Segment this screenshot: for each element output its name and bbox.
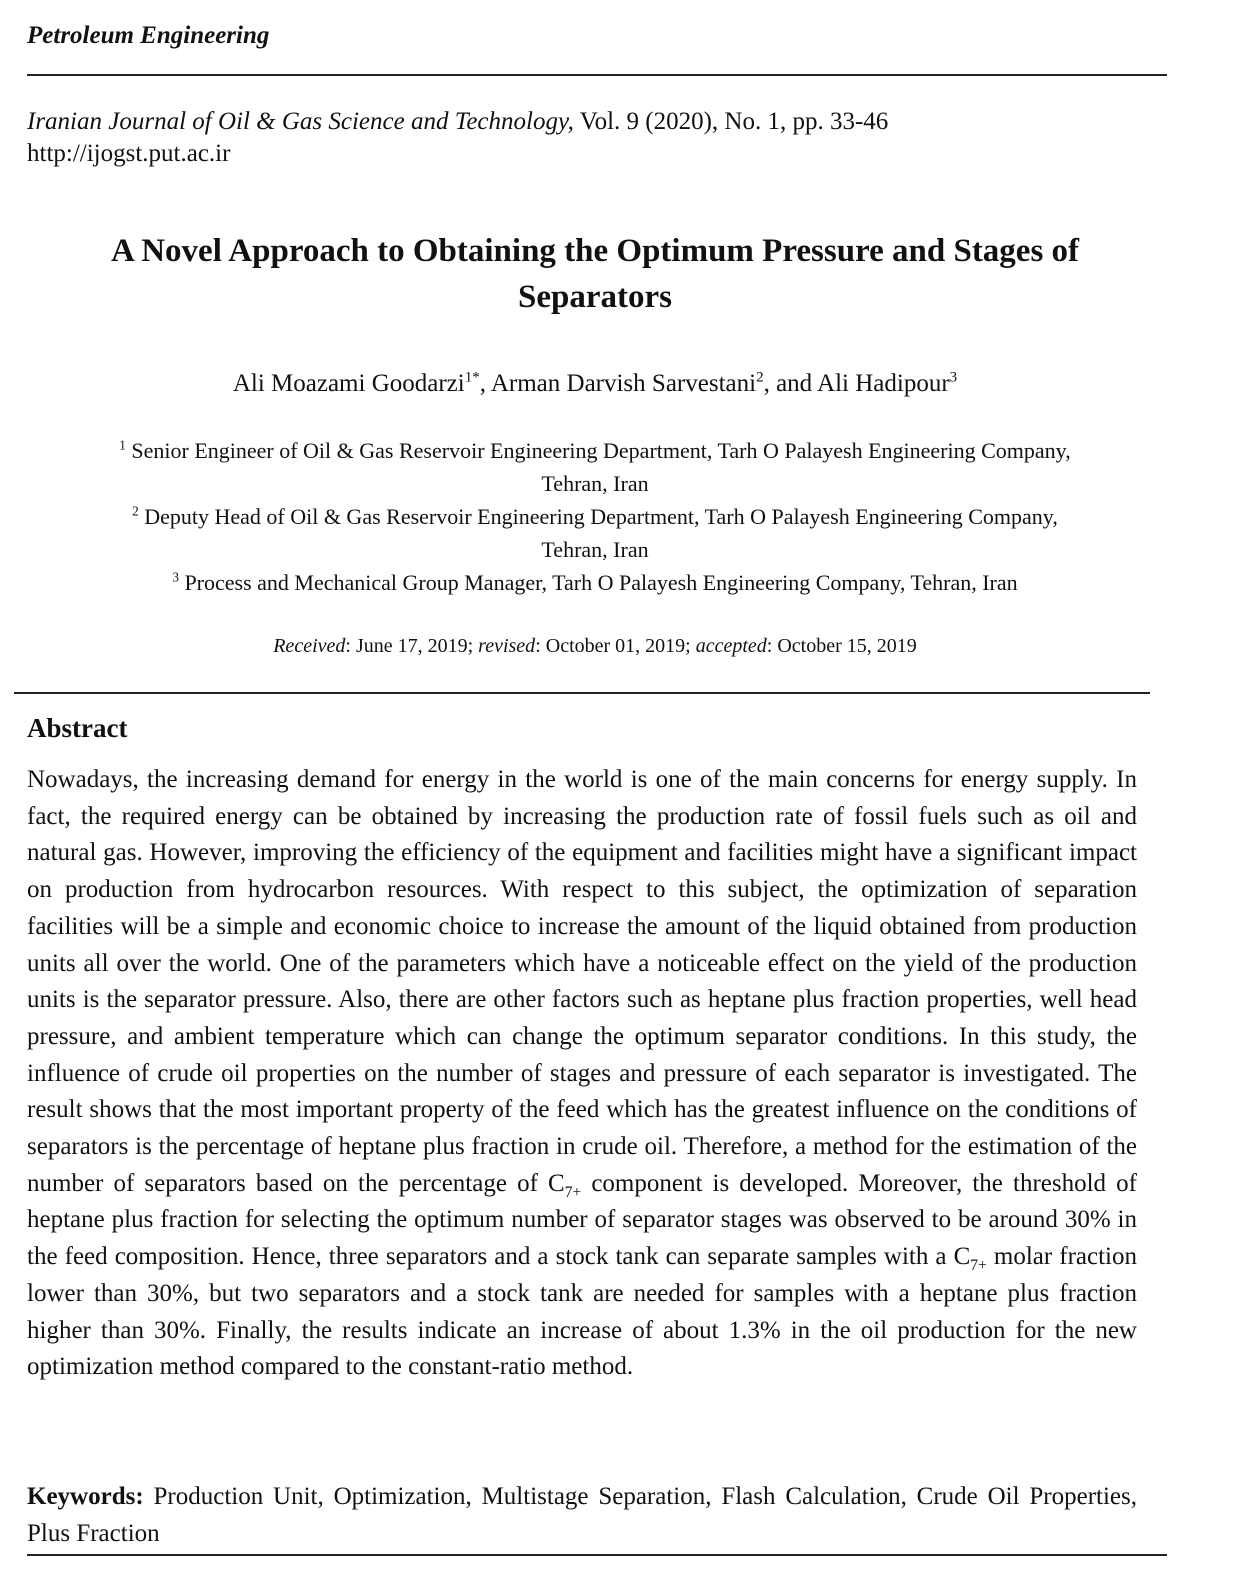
affiliation-1 <box>40 434 1150 500</box>
submission-dates <box>0 632 1190 660</box>
affiliation-3 <box>40 566 1150 599</box>
author-mark: 2 <box>756 369 764 386</box>
author-list <box>0 368 1190 400</box>
author-mark: 3 <box>949 369 958 386</box>
affiliation-number: 2 <box>132 503 139 519</box>
abstract-text-1: Nowadays, the increasing demand for energy in the world is one of the main concerns for energy supply. In fact, the required energy can be obtained by increasing the production rate of fossil fuels such as oil and natural gas. However, improving the efficiency of the equipment and facilities might have a significant impact on production from hydrocarbon resources. With respect to this subject, the optimization of separation facilities will be a simple and economic choice to increase the amount of the liquid obtained from production units all over the world. One of the parameters which have a noticeable effect on the yield of the production units is the separator pressure. Also, there are other factors such as heptane plus fraction properties, well head pressure, and ambient temperature which can change the optimum separator conditions. In this study, the influence of crude oil properties on the number of stages and pressure of each separator is investigated. The result shows that the most important property of the feed which has the greatest influence on the conditions of separators is the percentage of heptane plus fraction in crude oil. Therefore, a method for the estimation of the number of separators based on the percentage of <box>27 766 1137 1197</box>
author-separator: , and <box>763 370 818 397</box>
affiliation-2 <box>40 500 1150 566</box>
revised-date: : October 01, 2019; <box>535 635 696 657</box>
c7plus-symbol <box>953 1243 987 1275</box>
paper-title <box>40 228 1150 320</box>
c7plus-subscript: 7+ <box>564 1183 582 1201</box>
abstract-body <box>27 762 1137 1386</box>
author-separator: , <box>479 370 491 397</box>
abstract-top-rule <box>14 692 1150 694</box>
author-name: Ali Moazami Goodarzi <box>232 370 465 397</box>
journal-url[interactable]: http://ijogst.put.ac.ir <box>27 140 231 167</box>
received-date: : June 17, 2019; <box>345 635 479 657</box>
c7plus-subscript: 7+ <box>970 1257 987 1275</box>
affiliation-number: 3 <box>172 569 179 585</box>
journal-citation <box>27 106 888 138</box>
top-rule <box>27 74 1167 76</box>
author-name: Arman Darvish Sarvestani <box>490 370 757 397</box>
accepted-date: : October 15, 2019 <box>766 635 917 657</box>
affiliation-text: Senior Engineer of Oil & Gas Reservoir Engineering Department, Tarh O Palayesh Engineering Company, <box>125 438 1071 463</box>
abstract-text-3: molar fraction lower than 30%, but two separators and a stock tank are needed for samples with a heptane plus fraction higher than 30%. Finally, the results indicate an increase of about 1.3% in the oil production for the new optimization method compared to the constant-ratio method. <box>27 1243 1137 1381</box>
section-label: Petroleum Engineering <box>27 22 270 49</box>
received-label: Received <box>273 635 346 657</box>
keywords <box>27 1478 1137 1552</box>
affiliations <box>40 434 1150 599</box>
affiliation-text-cont: Tehran, Iran <box>541 537 649 562</box>
title-line-1: A Novel Approach to Obtaining the Optimum Pressure and Stages of <box>110 233 1080 269</box>
c7plus-letter: C <box>953 1243 971 1271</box>
keywords-label: Keywords: <box>27 1483 144 1510</box>
keywords-list: Production Unit, Optimization, Multistage Separation, Flash Calculation, Crude Oil Properties, Plus Fraction <box>27 1483 1137 1547</box>
accepted-label: accepted <box>695 635 767 657</box>
c7plus-letter: C <box>548 1169 565 1197</box>
journal-volume: Vol. 9 (2020), No. 1, pp. 33-46 <box>573 108 889 135</box>
affiliation-text-cont: Tehran, Iran <box>541 471 649 496</box>
title-line-2: Separators <box>518 279 672 315</box>
revised-label: revised <box>478 635 536 657</box>
journal-name: Iranian Journal of Oil & Gas Science and Technology, <box>27 108 574 135</box>
c7plus-symbol <box>548 1169 582 1201</box>
author-mark: 1* <box>464 369 480 386</box>
bottom-rule <box>27 1554 1167 1556</box>
abstract-heading: Abstract <box>27 713 128 743</box>
affiliation-text: Process and Mechanical Group Manager, Tarh O Palayesh Engineering Company, Tehran, Iran <box>178 570 1018 595</box>
abstract-text-2: component is developed. Moreover, the threshold of heptane plus fraction for selecting the optimum number of separator stages was observed to be around 30% in the feed composition. Hence, three separators and a stock tank can separate samples with a <box>27 1169 1137 1271</box>
affiliation-number: 1 <box>119 437 126 453</box>
affiliation-text: Deputy Head of Oil & Gas Reservoir Engineering Department, Tarh O Palayesh Engineering Company, <box>138 504 1058 529</box>
author-name: Ali Hadipour <box>817 370 950 397</box>
